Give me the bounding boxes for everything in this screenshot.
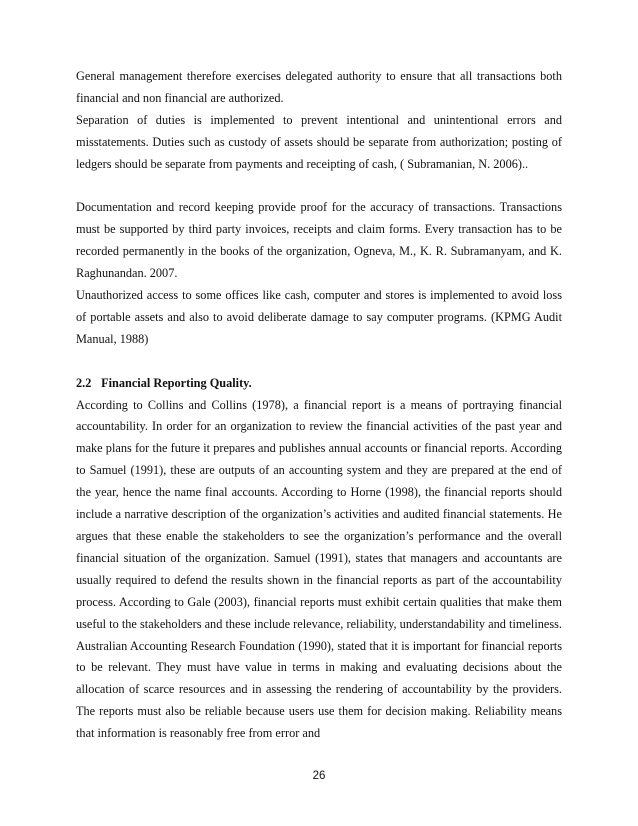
paragraph-unauthorized-access: Unauthorized access to some offices like cash, computer and stores is implemented to avoid loss of portable assets and also to avoid deliberate damage to say computer programs. (KPMG Audit Manual, 1988) bbox=[76, 288, 562, 346]
page-body bbox=[76, 66, 562, 745]
paragraph-separation-of-duties: Separation of duties is implemented to prevent intentional and unintentional errors and misstatements. Duties such as custody of assets should be separate from authorization; posting of ledgers should be separate from payments and receipting of cash, ( Subramanian, N. 2006).. bbox=[76, 112, 562, 171]
paragraph-spacer bbox=[76, 176, 562, 198]
paragraph-documentation: Documentation and record keeping provide proof for the accuracy of transactions. Transactions must be supported by third party invoices, receipts and claim forms. Every transaction has to be recorded permanently in the books of the organization, Ogneva, M., K. R. Subramanyam, and K. Raghunandan. 2007. bbox=[76, 200, 562, 281]
paragraph-financial-reporting: According to Collins and Collins (1978), a financial report is a means of portraying financial accountability. In order for an organization to review the financial activities of the past year and make plans for the future it prepares and publishes annual accounts or financial reports. According to Samuel (1991), these are outputs of an accounting system and they are prepared at the end of the year, hence the name final accounts. According to Horne (1998), the financial reports should include a narrative description of the organization’s activities and audited financial statements. He argues that these enable the stakeholders to see the organization’s performance and the overall financial situation of the organization. Samuel (1991), states that managers and accountants are usually required to defend the results shown in the financial reports as part of the accountability process. According to Gale (2003), financial reports must exhibit certain qualities that make them useful to the stakeholders and these include relevance, reliability, understandability and timeliness. Australian Accounting Research Foundation (1990), stated that it is important for financial reports to be relevant. They must have value in terms in making and evaluating decisions about the allocation of scarce resources and in assessing the rendering of accountability by the providers. The reports must also be reliable because users use them for decision making. Reliability means that information is reasonably free from error and bbox=[76, 397, 562, 741]
paragraph-delegated-authority: General management therefore exercises delegated authority to ensure that all transactions both financial and non financial are authorized. bbox=[76, 69, 562, 105]
section-title: Financial Reporting Quality. bbox=[101, 375, 252, 390]
section-number: 2.2 bbox=[76, 375, 92, 390]
paragraph-spacer bbox=[76, 351, 562, 373]
page-number: 26 bbox=[312, 770, 326, 782]
section-heading bbox=[76, 373, 562, 395]
